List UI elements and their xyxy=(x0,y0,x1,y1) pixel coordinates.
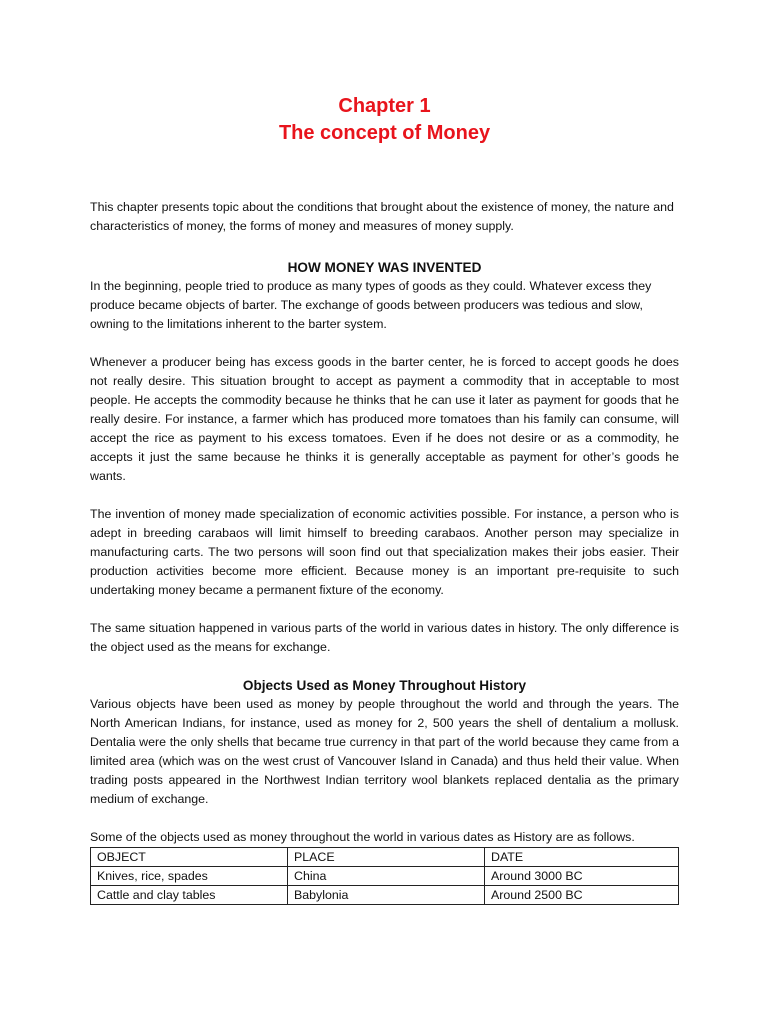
document-page xyxy=(90,93,679,905)
paragraph: The invention of money made specialization of economic activities possible. For instance, a person who is adept in breeding carabaos will limit himself to breeding carabaos. Another person may specialize in manufacturing carts. The two persons will soon find out that specialization makes their jobs easier. Their production activities become more efficient. Because money is an important pre-requisite to such undertaking money became a permanent fixture of the economy. xyxy=(90,507,679,597)
table-row xyxy=(91,867,679,886)
table-header-row xyxy=(91,848,679,867)
paragraph: Various objects have been used as money by people throughout the world and through the years. The North American Indians, for instance, used as money for 2, 500 years the shell of dentalium a mollusk. Dentalia were the only shells that became true currency in that part of the world because they came from a limited area (which was on the west crust of Vancouver Island in Canada) and thus held their value. When trading posts appeared in the Northwest Indian territory wool blankets replaced dentalia as the primary medium of exchange. xyxy=(90,697,679,806)
paragraph: Some of the objects used as money throughout the world in various dates as History are as follows. xyxy=(90,830,635,844)
money-objects-table xyxy=(90,847,679,905)
table-cell: Around 2500 BC xyxy=(485,886,679,905)
intro-paragraph: This chapter presents topic about the conditions that brought about the existence of money, the nature and characteristics of money, the forms of money and measures of money supply. xyxy=(90,200,674,233)
section-heading-objects-used-as-money: Objects Used as Money Throughout History xyxy=(242,678,527,693)
table-header-cell: DATE xyxy=(485,848,679,867)
paragraph: In the beginning, people tried to produce as many types of goods as they could. Whatever excess they produce became objects of barter. The exchange of goods between producers was tedious and slow, owning to the limitations inherent to the barter system. xyxy=(90,279,652,331)
paragraph: Whenever a producer being has excess goods in the barter center, he is forced to accept goods he does not really desire. This situation brought to accept as payment a commodity that in acceptable to most people. He accepts the commodity because he thinks that he can use it later as payment for goods that he really desire. For instance, a farmer which has produced more tomatoes than his family can consume, will accept the rice as payment to his excess tomatoes. Even if he does not desire or as a commodity, he accepts it just the same because he thinks it is generally acceptable as payment for other’s goods he wants. xyxy=(90,355,679,483)
table-header-cell: PLACE xyxy=(288,848,485,867)
table-cell: China xyxy=(288,867,485,886)
table-cell: Babylonia xyxy=(288,886,485,905)
paragraph: The same situation happened in various parts of the world in various dates in history. The only difference is the object used as the means for exchange. xyxy=(90,621,679,654)
table-cell: Knives, rice, spades xyxy=(91,867,288,886)
table-header-cell: OBJECT xyxy=(91,848,288,867)
chapter-title: The concept of Money xyxy=(278,122,491,144)
chapter-number: Chapter 1 xyxy=(338,95,431,117)
table-cell: Around 3000 BC xyxy=(485,867,679,886)
chapter-heading xyxy=(90,93,679,147)
table-cell: Cattle and clay tables xyxy=(91,886,288,905)
section-heading-how-money-was-invented: HOW MONEY WAS INVENTED xyxy=(287,260,482,275)
table-row xyxy=(91,886,679,905)
